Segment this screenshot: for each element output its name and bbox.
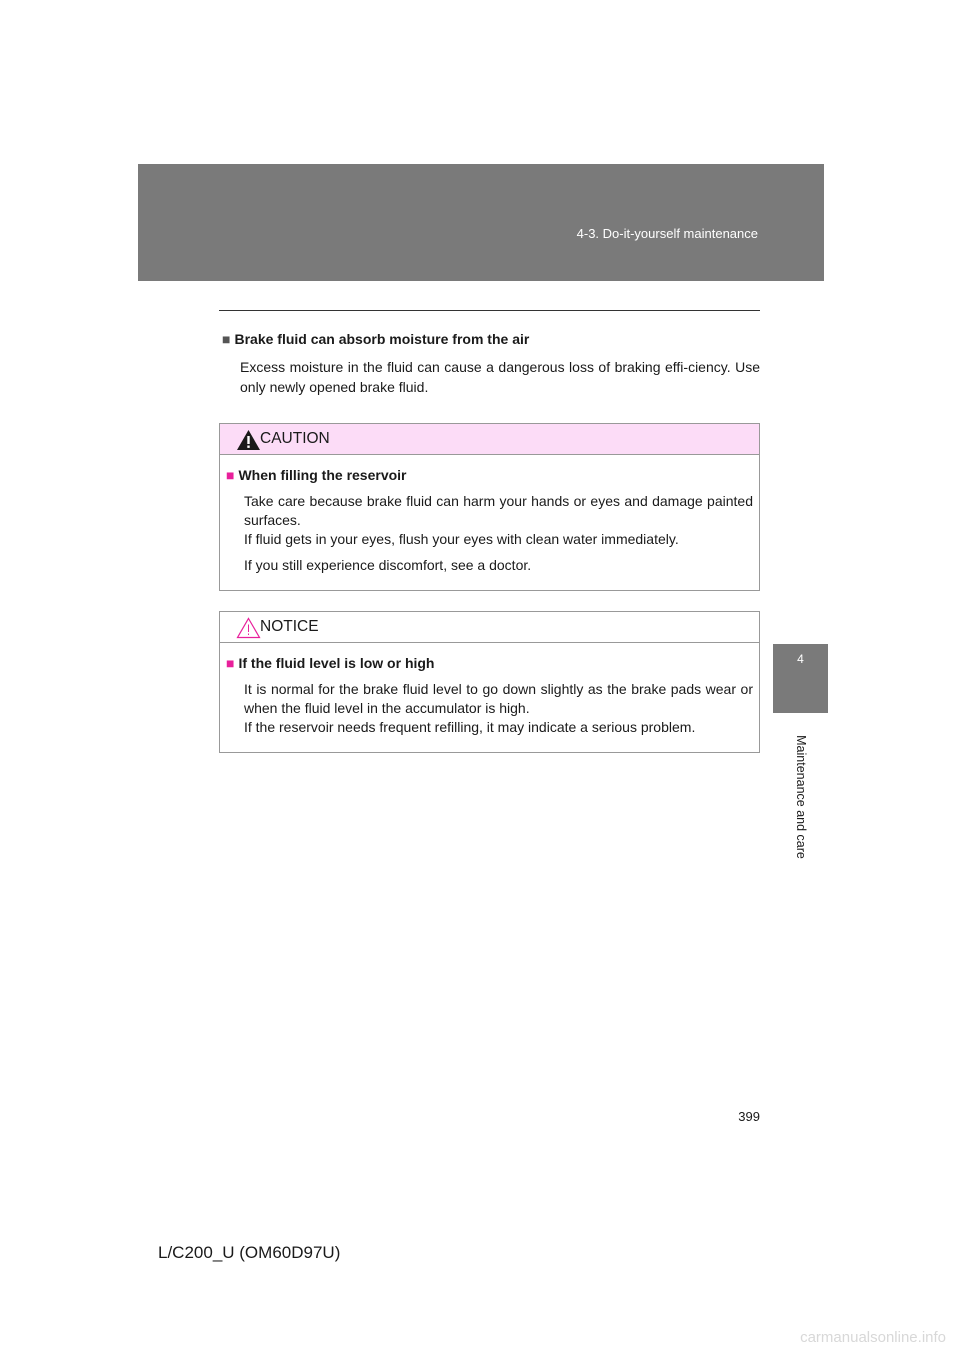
caution-body — [244, 492, 753, 575]
note-bullet: ■ — [222, 331, 231, 347]
info-note — [222, 330, 760, 397]
note-title-text: Brake fluid can absorb moisture from the air — [234, 331, 530, 347]
caution-para-2: If fluid gets in your eyes, flush your eyes with clean water immediately. — [244, 531, 679, 547]
chapter-tab-label — [773, 713, 828, 881]
notice-title — [226, 654, 753, 672]
page-number: 399 — [738, 1109, 760, 1124]
caution-header — [220, 424, 759, 455]
chapter-tab-label-text: Maintenance and care — [793, 735, 808, 859]
notice-para-2: If the reservoir needs frequent refilling, it may indicate a serious problem. — [244, 719, 696, 735]
header-band — [138, 164, 824, 281]
notice-bullet: ■ — [226, 655, 235, 671]
section-divider — [219, 310, 760, 311]
note-title — [222, 330, 760, 348]
caution-bullet: ■ — [226, 467, 235, 483]
notice-para-1: It is normal for the brake fluid level to go down slightly as the brake pads wear or when the fluid level in the accumulator is high. — [244, 681, 753, 716]
caution-title-text: When filling the reservoir — [238, 467, 407, 483]
notice-header — [220, 612, 759, 643]
caution-title — [226, 466, 753, 484]
note-body: Excess moisture in the fluid can cause a dangerous loss of braking effi-ciency. Use only newly opened brake fluid. — [240, 359, 760, 395]
section-title: 4-3. Do-it-yourself maintenance — [576, 226, 758, 241]
document-code: L/C200_U (OM60D97U) — [158, 1243, 341, 1262]
notice-body — [244, 680, 753, 737]
caution-para-1: Take care because brake fluid can harm your hands or eyes and damage painted surfaces. — [244, 493, 753, 528]
caution-heading: CAUTION — [260, 430, 330, 447]
notice-title-text: If the fluid level is low or high — [238, 655, 435, 671]
watermark: carmanualsonline.info — [800, 1329, 946, 1346]
notice-heading: NOTICE — [260, 618, 319, 635]
chapter-tab-number: 4 — [773, 644, 828, 713]
caution-box — [219, 423, 760, 591]
caution-para-3: If you still experience discomfort, see a doctor. — [244, 557, 532, 573]
notice-box — [219, 611, 760, 753]
warning-triangle-filled-icon — [236, 429, 261, 451]
warning-triangle-outline-icon — [236, 617, 261, 639]
